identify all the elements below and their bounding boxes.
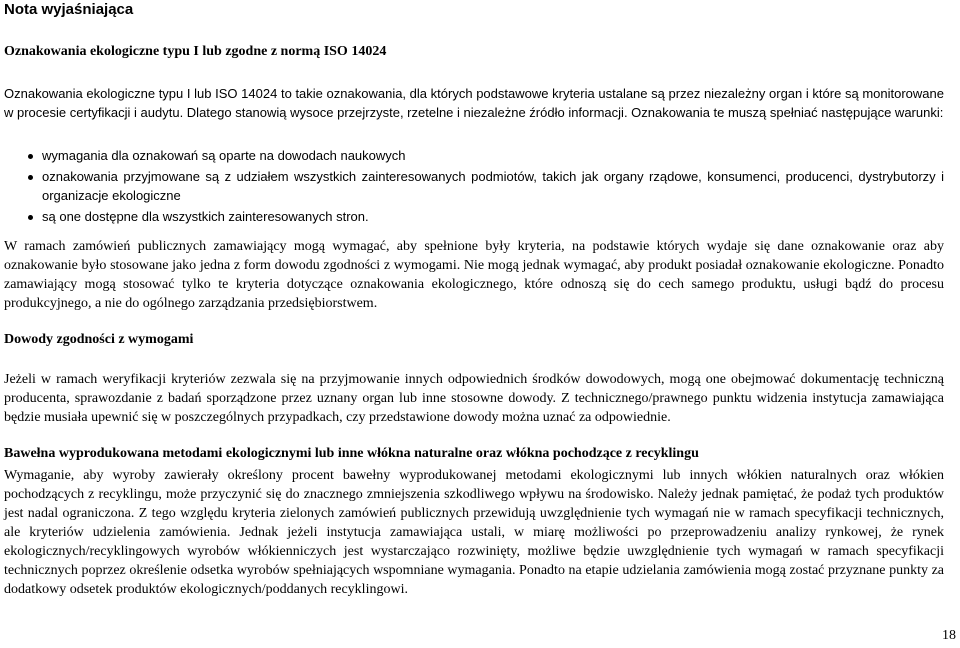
paragraph-public-procurement: W ramach zamówień publicznych zamawiający mogą wymagać, aby spełnione były kryteria, na podstawie których wydaje się dane oznakowanie oraz aby oznakowanie było stosowane jako jedna z form dowodu zgodności z wymogami. Nie mogą jednak wymagać, aby produkt posiadał oznakowanie ekologiczne. Ponadto zamawiający mogą stosować tylko te kryteria dotyczące oznakowania ekologicznego, które odnoszą się do cech samego produktu, usługi bądź do procesu produkcyjnego, a nie do ogólnego zarządzania przedsiębiorstwem. [4,239,944,311]
list-item [4,207,944,226]
bullet-icon [28,154,33,159]
list-item [4,167,944,205]
paragraph-evidence: Jeżeli w ramach weryfikacji kryteriów zezwala się na przyjmowanie innych odpowiednich środków dowodowych, mogą one obejmować dokumentację techniczną producenta, sprawozdanie z badań sporządzone przez uznany organ lub inne stosowne dowody. Z technicznego/prawnego punktu widzenia instytucja zamawiająca będzie musiała upewnić się w poszczególnych przypadkach, czy przedstawione dowody można uznać za odpowiednie. [4,372,944,425]
section-title-ecolabels: Oznakowania ekologiczne typu I lub zgodne z normą ISO 14024 [4,44,387,59]
list-item-text: oznakowania przyjmowane są z udziałem wszystkich zainteresowanych podmiotów, takich jak organy rządowe, konsumenci, producenci, dystrybutorzy i organizacje ekologiczne [42,169,944,203]
note-title: Nota wyjaśniająca [4,1,134,18]
bullet-icon [28,175,33,180]
bullet-icon [28,215,33,220]
list-item-text: są one dostępne dla wszystkich zainteresowanych stron. [42,209,369,224]
paragraph-ecolabels-intro: Oznakowania ekologiczne typu I lub ISO 14024 to takie oznakowania, dla których podstawowe kryteria ustalane są przez niezależny organ i które są monitorowane w procesie certyfikacji i audytu. Dlatego stanowią wysoce przejrzyste, rzetelne i niezależne źródło informacji. Oznakowania te muszą spełniać następujące warunki: [4,86,944,120]
list-item [4,146,944,165]
section-title-evidence: Dowody zgodności z wymogami [4,332,194,347]
page-number: 18 [942,628,956,643]
conditions-list [4,146,944,228]
section-title-cotton: Bawełna wyprodukowana metodami ekologicznymi lub inne włókna naturalne oraz włókna pochodzące z recyklingu [4,446,699,461]
list-item-text: wymagania dla oznakowań są oparte na dowodach naukowych [42,148,406,163]
paragraph-cotton: Wymaganie, aby wyroby zawierały określony procent bawełny wyprodukowanej metodami ekologicznymi lub innych włókien naturalnych oraz włókien pochodzących z recyklingu, może przyczynić się do znacznego zmniejszenia szkodliwego wpływu na środowisko. Należy jednak pamiętać, że podaż tych produktów jest nadal ograniczona. Z tego względu kryteria zielonych zamówień publicznych przewidują uwzględnienie tych wymagań nie w ramach specyfikacji technicznych, ale kryteriów udzielenia zamówienia. Jednak jeżeli instytucja zamawiająca ustali, w miarę możliwości po przeprowadzeniu analizy rynkowej, że rynek ekologicznych/recyklingowych wyrobów włókienniczych jest wystarczająco rozwinięty, możliwe będzie uwzględnienie tych wymagań w ramach specyfikacji technicznych poprzez określenie odsetka wyrobów spełniających wspomniane wymagania. Ponadto na etapie udzielania zamówienia mogą zostać przyznane punkty za dodatkowy odsetek produktów ekologicznych/poddanych recyklingowi. [4,468,944,597]
